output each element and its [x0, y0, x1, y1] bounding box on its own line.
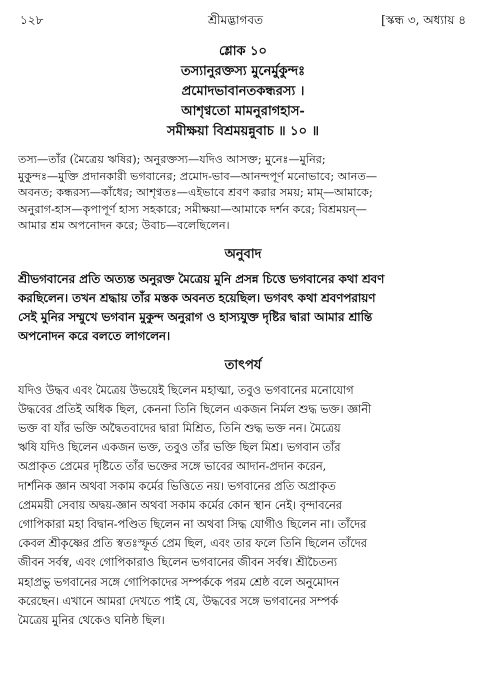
word-meaning-line: অনুরাগ-হাস—কৃপাপূর্ণ হাস্য সহকারে; সমীক্ষয়া—আমাকে দর্শন করে; বিশ্রময়ন্— — [18, 202, 367, 216]
purport-line: ভক্ত বা যাঁর ভক্তি অদ্বৈতবাদের দ্বারা মিশ্রিত, তিনি শুদ্ধ ভক্ত নন। মৈত্রেয় — [18, 421, 341, 435]
word-meaning-line: আমার শ্রম অপনোদন করে; উবাচ—বলেছিলেন। — [18, 219, 230, 232]
verse-number: শ্লোক ১০ — [218, 44, 268, 59]
translation-line: অপনোদন করে বলতে লাগলেন। — [18, 328, 171, 343]
purport-line: প্রেমময়ী সেবায় অদ্বয়-জ্ঞান অথবা সকাম কর্মের কোন স্থান নেই। বৃন্দাবনের — [18, 498, 342, 512]
purport-heading: তাৎপর্য — [224, 357, 262, 373]
verse-line: প্রমোদভাবানতকন্ধরস্য । — [181, 84, 305, 99]
translation-line: শ্রীভগবানের প্রতি অত্যন্ত অনুরক্ত মৈত্রেয় মুনি প্রসন্ন চিত্তে ভগবানের কথা শ্রবণ — [18, 271, 385, 286]
book-page — [18, 8, 468, 630]
book-title: শ্রীমদ্ভাগবত — [208, 13, 264, 27]
verse-line: আশৃণ্বতো মামনুরাগহাস- — [181, 104, 305, 119]
word-meaning-line: মুকুন্দঃ—মুক্তি প্রদানকারী ভগবানের; প্রমোদ-ভাব—আনন্দপূর্ণ মনোভাবে; আনত— — [18, 169, 378, 183]
translation-line: করছিলেন। তখন শ্রদ্ধায় তাঁর মস্তক অবনত হয়েছিল। ভগবৎ কথা শ্রবণপরায়ণ — [18, 290, 376, 305]
purport-line: যদিও উদ্ধব এবং মৈত্রেয় উভয়েই ছিলেন মহাত্মা, তবুও ভগবানের মনোযোগ — [18, 383, 354, 397]
purport-line: দার্শনিক জ্ঞান অথবা সকাম কর্মের ভিত্তিতে নয়। ভগবানের প্রতি অপ্রাকৃত — [18, 479, 336, 493]
page-number: ১২৮ — [20, 13, 44, 27]
word-meaning-line: তস্য—তাঁর (মৈত্রেয় ঋষির); অনুরক্তস্য—যদিও আসক্ত; মুনেঃ—মুনির; — [18, 153, 326, 166]
purport-line: করেছেন। এখানে আমরা দেখতে পাই যে, উদ্ধবের সঙ্গে ভগবানের সম্পর্ক — [18, 594, 339, 608]
purport-line: গোপিকারা মহা বিদ্বান-পণ্ডিত ছিলেন না অথবা সিদ্ধ যোগীও ছিলেন না। তাঁদের — [18, 517, 367, 531]
verse-line: সমীক্ষয়া বিশ্রময়ন্নুবাচ ॥ ১০ ॥ — [167, 124, 319, 139]
word-meaning-line: অবনত; কন্ধরস্য—কাঁধের; আশৃণ্বতঃ—এইভাবে শ্রবণ করার সময়; মাম্—আমাকে; — [18, 186, 373, 199]
purport-line: কেবল শ্রীকৃষ্ণের প্রতি স্বতঃস্ফূর্ত প্রেম ছিল, এবং তার ফলে তিনি ছিলেন তাঁদের — [18, 537, 367, 551]
purport-line: উদ্ধবের প্রতিই অধিক ছিল, কেননা তিনি ছিলেন একজন নির্মল শুদ্ধ ভক্ত। জ্ঞানী — [18, 402, 372, 416]
translation-line: সেই মুনির সম্মুখে ভগবান মুকুন্দ অনুরাগ ও হাস্যযুক্ত দৃষ্টির দ্বারা আমার শ্রান্তি — [18, 309, 373, 324]
purport-line: অপ্রাকৃত প্রেমের দৃষ্টিতে তাঁর ভক্তের সঙ্গে ভাবের আদান-প্রদান করেন, — [18, 460, 327, 474]
purport-text — [18, 381, 468, 631]
chapter-reference: [স্কন্ধ ৩, অধ্যায় ৪ — [381, 13, 466, 27]
translation-heading: অনুবাদ — [224, 246, 262, 262]
purport-line: মহাপ্রভু ভগবানের সঙ্গে গোপিকাদের সম্পর্ককে পরম শ্রেষ্ঠ বলে অনুমোদন — [18, 575, 340, 589]
sanskrit-verse — [18, 42, 468, 142]
translation-text — [18, 270, 468, 346]
purport-line: মৈত্রেয় মুনির থেকেও ঘনিষ্ঠ ছিল। — [18, 613, 165, 627]
purport-line: ঋষি যদিও ছিলেন একজন ভক্ত, তবুও তাঁর ভক্তি ছিল মিশ্র। ভগবান তাঁর — [18, 441, 341, 455]
page-header — [18, 8, 468, 32]
purport-line: জীবন সর্বস্ব, এবং গোপিকারাও ছিলেন ভগবানের জীবন সর্বস্ব। শ্রীচৈতন্য — [18, 556, 337, 570]
word-meanings — [18, 152, 468, 235]
verse-line: তস্যানুরক্তস্য মুনের্মুকুন্দঃ — [180, 64, 306, 79]
